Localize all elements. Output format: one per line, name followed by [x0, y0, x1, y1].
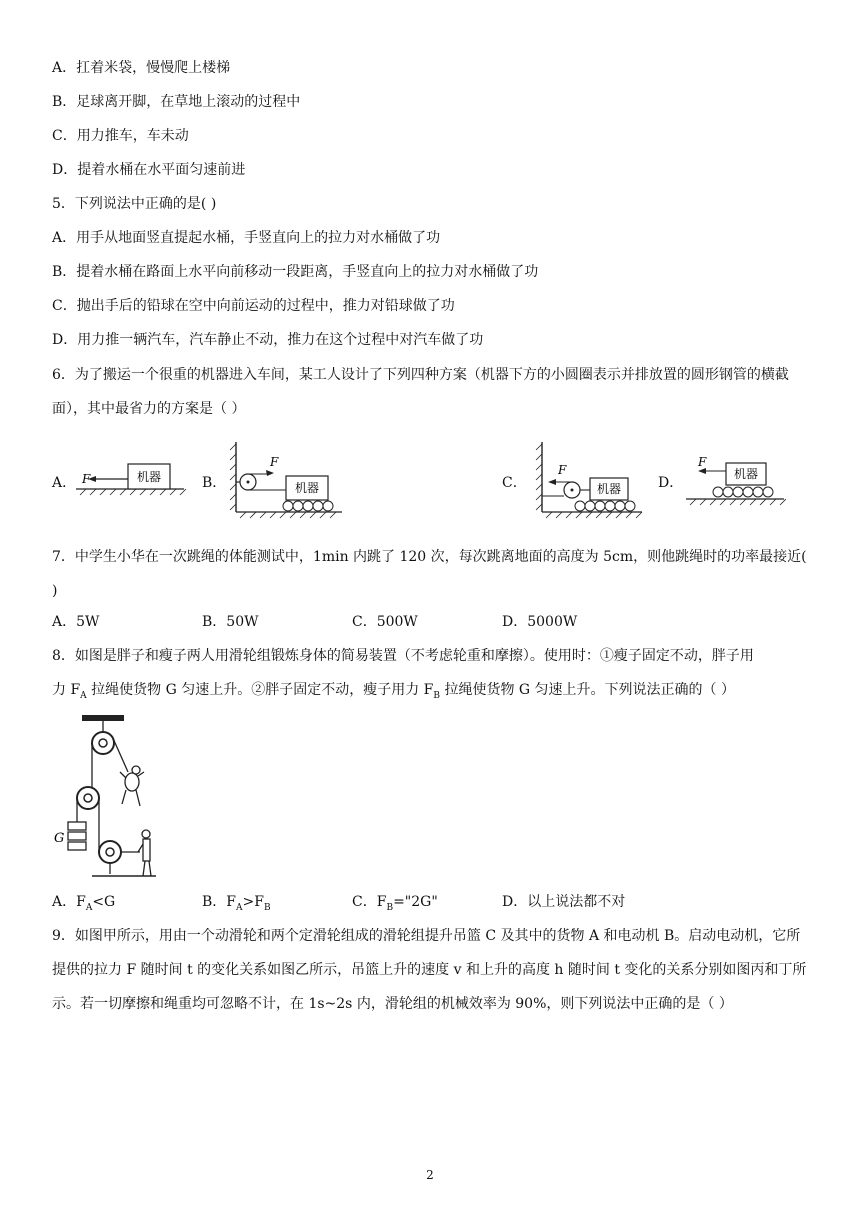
q8-option-a: A．$F_A<G$ [52, 894, 116, 913]
q7-option-b: B．50W [202, 614, 259, 630]
q5-option-c: C．抛出手后的铅球在空中向前运动的过程中，推力对铅球做了功 [52, 298, 455, 314]
force-label: F [82, 472, 91, 486]
q6-label-d: D． [658, 475, 684, 491]
q4-option-a: A．扛着米袋，慢慢爬上楼梯 [52, 60, 231, 76]
force-label: F [270, 455, 279, 469]
q6-figure-a [76, 455, 188, 497]
q4-option-b: B．足球离开脚，在草地上滚动的过程中 [52, 94, 301, 110]
q5-stem: 5．下列说法中正确的是( ) [52, 196, 217, 212]
q6-label-a: A． [52, 475, 77, 491]
fat-person [120, 766, 144, 806]
weight-label: G [54, 831, 65, 846]
machine-label: 机器 [733, 467, 759, 481]
q8-pulley-figure [52, 712, 170, 882]
q4-option-d: D．提着水桶在水平面匀速前进 [52, 162, 246, 178]
machine-label: 机器 [136, 470, 162, 484]
q5-option-d: D．用力推一辆汽车，汽车静止不动，推力在这个过程中对汽车做了功 [52, 332, 484, 348]
q5-option-b: B．提着水桶在路面上水平向前移动一段距离，手竖直向上的拉力对水桶做了功 [52, 264, 539, 280]
q7-option-c: C．500W [352, 614, 418, 630]
q6-figure-c [532, 440, 652, 522]
q6-label-c: C． [502, 475, 527, 491]
q8-option-c: C．$F_B="2G$" [352, 894, 438, 913]
page-number: 2 [426, 1168, 434, 1182]
q7-option-a: A．5W [52, 614, 100, 630]
q6-figure-d [686, 455, 786, 511]
q7-option-d: D．5000W [502, 614, 578, 630]
force-label: F [698, 455, 707, 469]
machine-label: 机器 [294, 481, 320, 495]
q9-stem: 9．如图甲所示，用由一个动滑轮和两个定滑轮组成的滑轮组提升吊篮 C 及其中的货物 A 和电动机 B。启动电动机，它所提供的拉力 F 随时间 t 的变化关系如图乙所示，吊篮上升的速度 v 和上升的高度 h 随时间 t 变化的关系分别如图丙和丁所示。若一切摩擦和绳重均可忽略不计，在 1s~2s 内，滑轮组的机械效率为 90%，则下列说法中正确的是（ ） [52, 928, 807, 1012]
thin-person [138, 830, 151, 876]
q5-option-a: A．用手从地面竖直提起水桶，手竖直向上的拉力对水桶做了功 [52, 230, 441, 246]
q8-stem-line1: 8．如图是胖子和瘦子两人用滑轮组锻炼身体的简易装置（不考虑轮重和摩擦）。使用时：①瘦子固定不动，胖子用 [52, 648, 754, 664]
q6-figure-b [226, 440, 346, 522]
q6-label-b: B． [202, 475, 227, 491]
machine-label: 机器 [596, 482, 622, 496]
q6-stem: 6．为了搬运一个很重的机器进入车间，某工人设计了下列四种方案（机器下方的小圆圈表示并排放置的圆形钢管的横截面），其中最省力的方案是（ ） [52, 367, 789, 417]
q8-option-b: B．$F_A>F_B$ [202, 894, 271, 913]
q8-option-d: D．以上说法都不对 [502, 894, 626, 910]
q7-stem: 7．中学生小华在一次跳绳的体能测试中，1min 内跳了 120 次，每次跳离地面的高度为 5cm，则他跳绳时的功率最接近( ) [52, 549, 807, 599]
q4-option-c: C．用力推车，车未动 [52, 128, 189, 144]
q8-stem-line2: 力 $F_A$ 拉绳使货物 G 匀速上升。②胖子固定不动，瘦子用力 $F_B$ 拉绳使货物 G 匀速上升。下列说法正确的（ ） [52, 682, 735, 701]
force-label: F [558, 463, 567, 477]
